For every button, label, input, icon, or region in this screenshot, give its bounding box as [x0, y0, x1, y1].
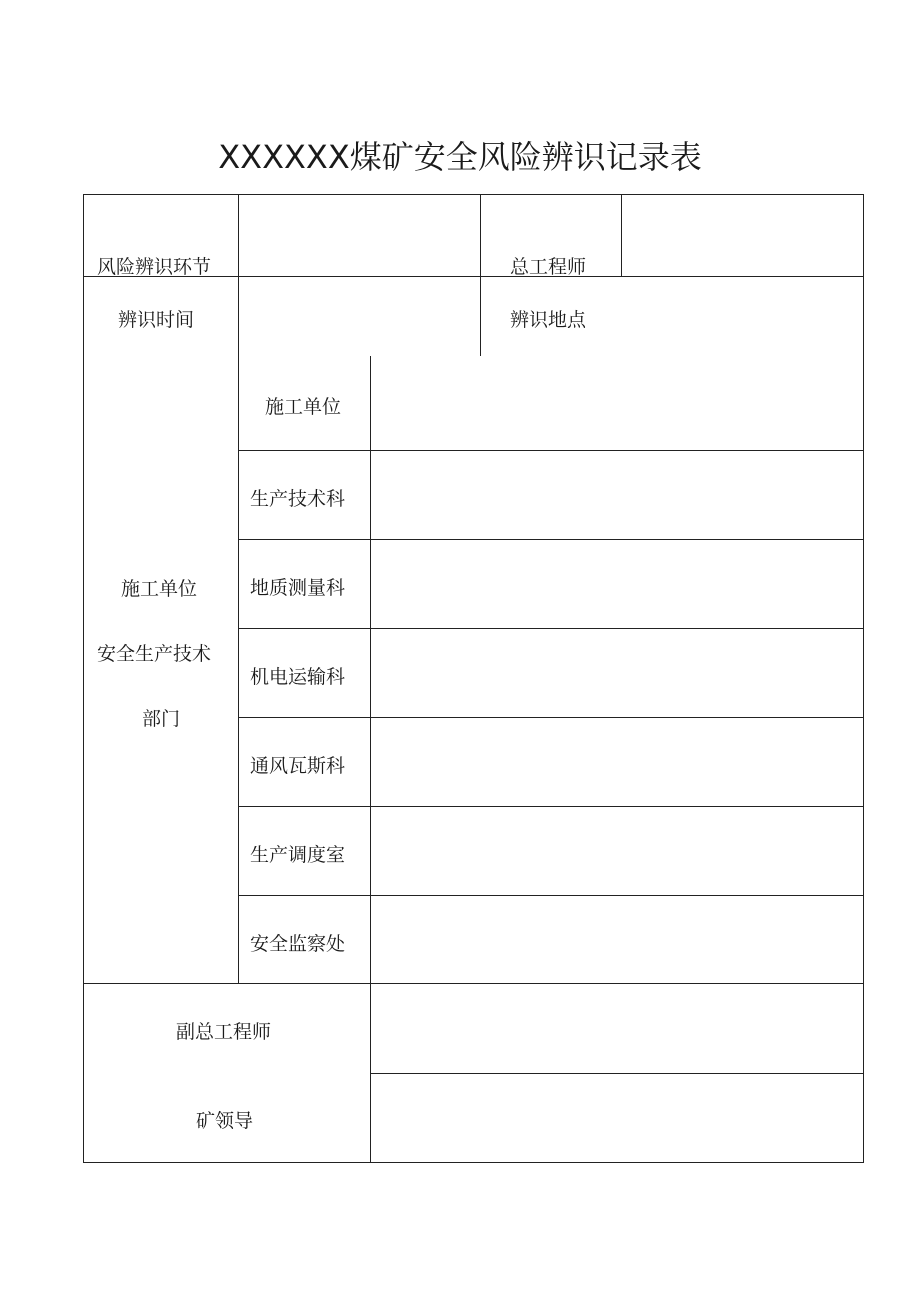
- dept-group-label-line2: 安全生产技术: [97, 643, 212, 665]
- dept-label-safety-supervision: 安全监察处: [250, 933, 346, 955]
- risk-identification-form: [83, 194, 864, 1163]
- row-divider: [238, 539, 863, 540]
- identify-time-label: 辨识时间: [118, 309, 195, 331]
- dept-label-dispatch-room: 生产调度室: [250, 844, 346, 866]
- risk-stage-label: 风险辨识环节: [97, 256, 212, 278]
- deputy-chief-engineer-label: 副总工程师: [176, 1021, 272, 1043]
- dept-label-construction-unit: 施工单位: [265, 396, 342, 418]
- column-divider: [621, 195, 622, 276]
- column-divider: [238, 195, 239, 983]
- dept-group-label-line3: 部门: [142, 708, 181, 730]
- column-divider: [480, 195, 481, 356]
- dept-label-production-tech: 生产技术科: [250, 488, 346, 510]
- row-divider: [370, 1073, 863, 1074]
- row-divider: [238, 806, 863, 807]
- mine-leader-label: 矿领导: [196, 1110, 254, 1132]
- row-divider: [84, 983, 863, 984]
- dept-label-geology-survey: 地质测量科: [250, 577, 346, 599]
- dept-label-ventilation-gas: 通风瓦斯科: [250, 755, 346, 777]
- row-divider: [238, 895, 863, 896]
- dept-label-electromech-transport: 机电运输科: [250, 666, 346, 688]
- row-divider: [238, 717, 863, 718]
- page-title: XXXXXX煤矿安全风险辨识记录表: [218, 138, 702, 176]
- row-divider: [238, 450, 863, 451]
- row-divider: [238, 628, 863, 629]
- dept-group-label-line1: 施工单位: [121, 578, 198, 600]
- identify-place-label: 辨识地点: [510, 309, 587, 331]
- chief-engineer-label: 总工程师: [510, 256, 587, 278]
- column-divider: [370, 356, 371, 1162]
